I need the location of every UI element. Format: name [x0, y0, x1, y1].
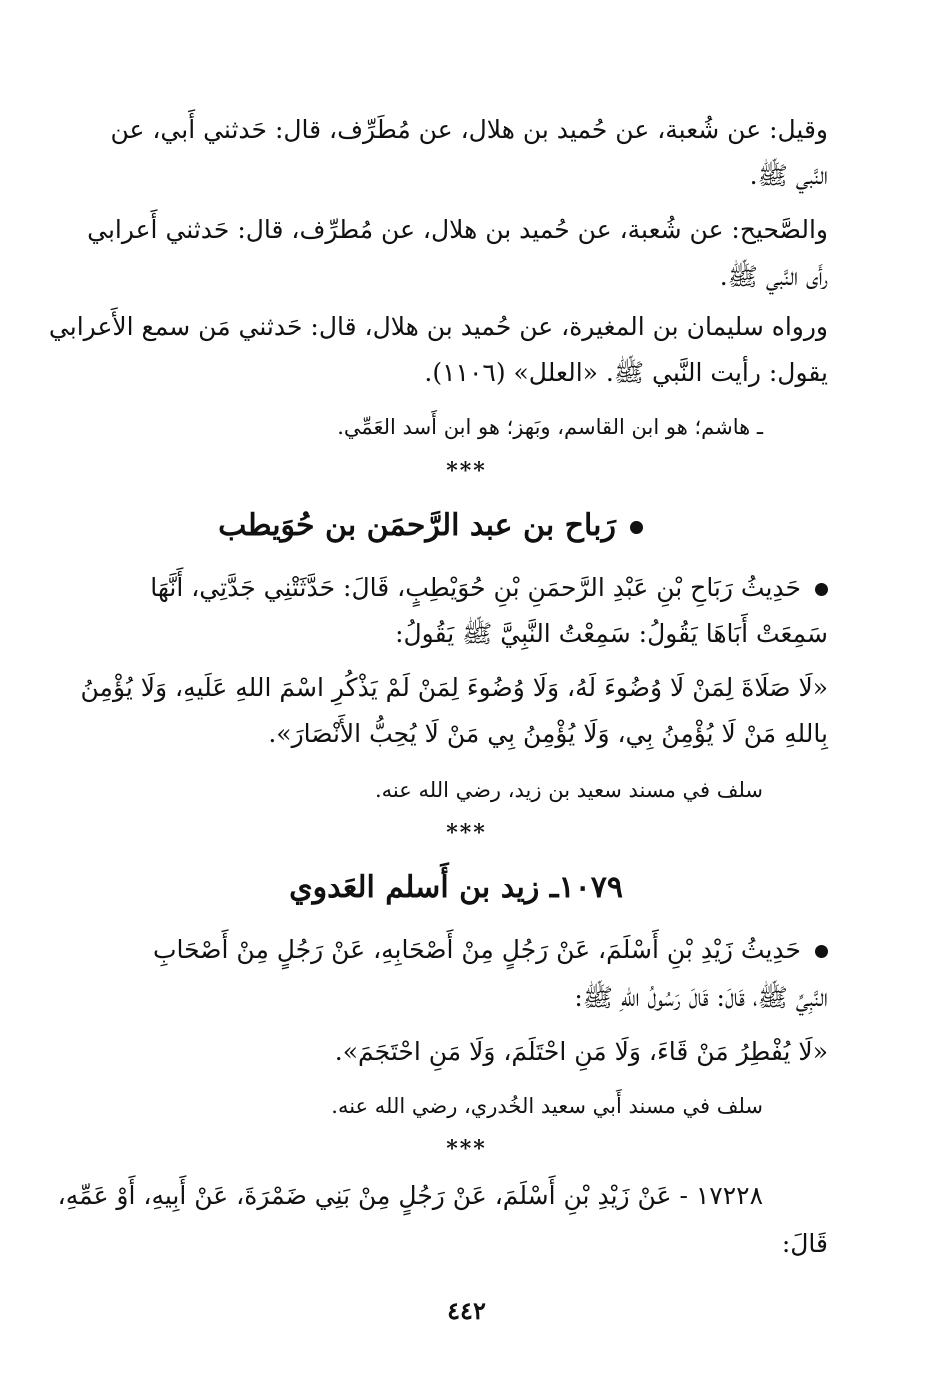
hadith-quote-line: بِاللهِ مَنْ لَا يُؤْمِنُ بِي، وَلَا يُؤْمِنُ بِي مَنْ لَا يُحِبُّ الأَنْصَارَ».	[268, 719, 828, 748]
hadith-intro-text: حَدِيثُ زَيْدِ بْنِ أَسْلَمَ، عَنْ رَجُلٍ مِنْ أَصْحَابِهِ، عَنْ رَجُلٍ مِنْ أَصْحَابِ	[153, 935, 801, 964]
footnote-line: سلف في مسند سعيد بن زيد، رضي الله عنه.	[375, 778, 763, 802]
hadith-line: ١٧٢٢٨ - عَنْ زَيْدِ بْنِ أَسْلَمَ، عَنْ رَجُلٍ مِنْ بَنِي ضَمْرَةَ، عَنْ أَبِيهِ، أَوْ عَمِّهِ،	[57, 1181, 763, 1210]
bullet-icon	[815, 945, 828, 958]
hadith-intro-line: النَّبِيِّ ﷺ، قَالَ: قَالَ رَسُولُ اللهِ ﷺ:	[574, 983, 828, 1012]
hadith-intro-line	[150, 572, 828, 605]
section-heading: ١٠٧٩ـ زيد بن أَسلم العَدوي	[289, 870, 623, 905]
text-line: يقول: رأيت النَّبي ﷺ. «العلل» (١١٠٦).	[424, 358, 828, 387]
section-separator: ***	[446, 1136, 487, 1162]
bullet-icon	[630, 521, 643, 534]
footnote-line: سلف في مسند أَبي سعيد الخُدري، رضي الله عنه.	[331, 1094, 763, 1118]
page-number: ٤٤٢	[447, 1296, 486, 1325]
section-separator: ***	[446, 820, 487, 846]
hadith-intro-text: حَدِيثُ رَبَاحِ بْنِ عَبْدِ الرَّحمَنِ بْنِ حُوَيْطِبٍ، قَالَ: حَدَّثَتْنِي جَدَّتِي، أَنَّهَا	[150, 573, 801, 602]
text-line: ورواه سليمان بن المغيرة، عن حُميد بن هلال، قال: حَدثني مَن سمع الأَعرابي	[48, 312, 828, 341]
text-line: والصَّحيح: عن شُعبة، عن حُميد بن هلال، عن مُطرِّف، قال: حَدثني أَعرابي	[87, 215, 828, 244]
bullet-icon	[815, 583, 828, 596]
section-heading-text: رَباح بن عبد الرَّحمَن بن حُوَيطب	[218, 508, 616, 543]
hadith-quote-line: «لَا يُفْطِرُ مَنْ قَاءَ، وَلَا مَنِ احْتَلَمَ، وَلَا مَنِ احْتَجَمَ».	[334, 1037, 828, 1066]
section-separator: ***	[446, 458, 487, 484]
hadith-quote-line: «لَا صَلَاةَ لِمَنْ لَا وُضُوءَ لَهُ، وَلَا وُضُوءَ لِمَنْ لَمْ يَذْكُرِ اسْمَ اللهِ عَلَيهِ، وَلَا يُؤْمِنُ	[80, 673, 828, 702]
footnote-line: ـ هاشم؛ هو ابن القاسم، وبَهز؛ هو ابن أَسد العَمِّي.	[337, 415, 763, 439]
section-heading	[218, 508, 643, 543]
text-line: وقيل: عن شُعبة، عن حُميد بن هلال، عن مُطَرِّف، قال: حَدثني أَبي، عن	[110, 115, 828, 144]
hadith-intro-line: سَمِعَتْ أَبَاهَا يَقُولُ: سَمِعْتُ النَّبِيَّ ﷺ يَقُولُ:	[395, 619, 828, 648]
text-line: رأَى النَّبي ﷺ.	[719, 262, 828, 291]
text-line: النَّبي ﷺ.	[749, 161, 828, 190]
hadith-line: قَالَ:	[781, 1229, 828, 1258]
hadith-intro-line	[153, 934, 828, 967]
